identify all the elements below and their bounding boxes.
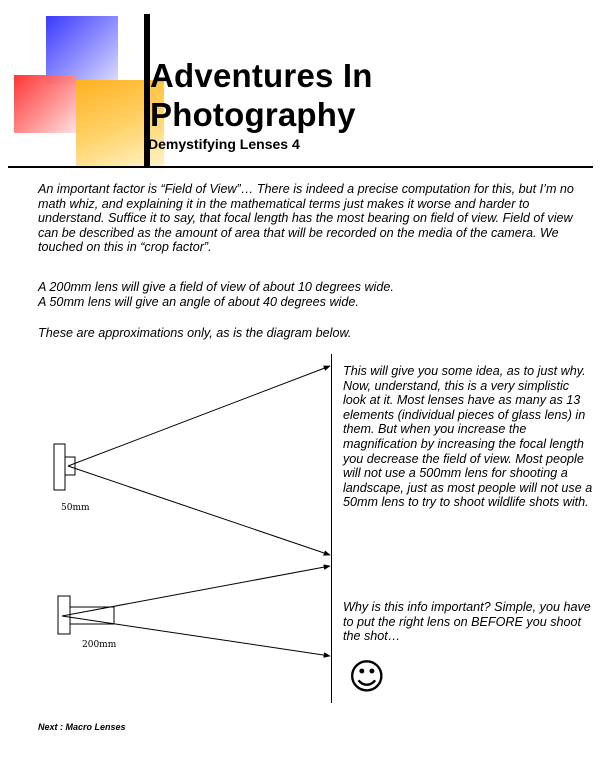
ray-200mm-lower: [62, 616, 330, 656]
explanation-paragraph: This will give you some idea, as to just why. Now, understand, this is a very simplistic look at it. Most lenses have as many as 13 elements (individual pieces of glass lens) in them. But when you increase the magnification by increasing the focal length you decrease the field of view. Most people will not use a 500mm lens for shooting a landscape, just as most people will not use a 50mm lens to try to shoot wildlife shots with.: [343, 364, 593, 510]
line-200mm: A 200mm lens will give a field of view of about 10 degrees wide.: [38, 280, 394, 294]
page-subtitle: Demystifying Lenses 4: [148, 136, 300, 152]
ray-50mm-upper: [68, 366, 330, 466]
label-200mm: 200mm: [82, 640, 117, 650]
title-line-2: Photography: [150, 96, 356, 133]
line-50mm: A 50mm lens will give an angle of about 40 degrees wide.: [38, 295, 359, 309]
ray-50mm-lower: [68, 466, 330, 555]
ray-200mm-upper: [62, 566, 330, 616]
field-of-view-paragraph: An important factor is “Field of View”… There is indeed a precise computation for this, but I’m no math whiz, and explaining it in the mathematical terms just makes it worse and harder to understand. Suffice it to say, that focal length has the most bearing on field of view. Field of view can be described as the amount of area that will be recorded on the media of the camera. We touched on this in “crop factor”.: [38, 182, 574, 254]
sidebar-vertical-rule: [331, 354, 332, 703]
smiley-icon: ☺: [348, 657, 386, 698]
next-topic-link: Next : Macro Lenses: [38, 722, 126, 732]
label-50mm: 50mm: [61, 503, 90, 513]
title-line-1: Adventures In: [150, 57, 373, 94]
approximation-note: These are approximations only, as is the diagram below.: [38, 326, 352, 340]
importance-paragraph: Why is this info important? Simple, you have to put the right lens on BEFORE you shoot the shot…: [343, 600, 591, 644]
